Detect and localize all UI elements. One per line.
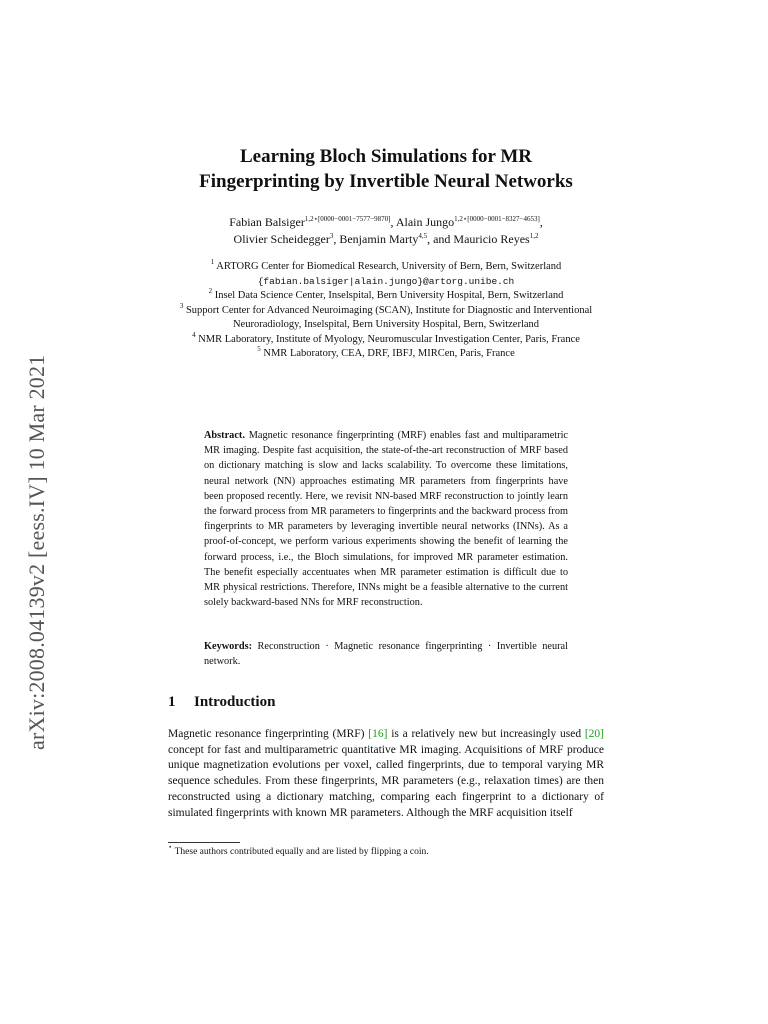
- title-line-1: Learning Bloch Simulations for MR: [239, 146, 533, 167]
- citation-link[interactable]: [20]: [584, 728, 604, 740]
- author-superscript: 4,5: [418, 232, 428, 240]
- paper-title: [168, 144, 604, 194]
- author-conjunction: and: [433, 232, 451, 246]
- affiliation-number: 2: [208, 287, 213, 295]
- affiliation: $^2$ Insel Data Science Center, Inselspital, Bern University Hospital, Bern, Switzerland: [208, 287, 564, 301]
- keywords-label: Keywords:: [204, 641, 253, 652]
- author-line-1: Fabian Balsiger$^{1,2⋆[0000-0001-7577-9870]}$, Alain Jungo$^{1,2⋆[0000-0001-8327-4653]}$,: [229, 215, 543, 229]
- affiliation-number: 1: [210, 258, 215, 266]
- section-number: 1: [168, 694, 176, 710]
- affiliation: $^1$ ARTORG Center for Biomedical Research, University of Bern, Bern, Switzerland: [210, 258, 562, 272]
- affiliation: $^5$ NMR Laboratory, CEA, DRF, IBFJ, MIRCen, Paris, France: [257, 345, 515, 359]
- author-superscript: 3: [329, 232, 334, 240]
- title-line-2: Fingerprinting by Invertible Neural Networks: [199, 171, 573, 192]
- abstract-text: Magnetic resonance fingerprinting (MRF) enables fast and multiparametric MR imaging. Despite fast acquisition, the state-of-the-art reconstruction of MRF based on dictionary matching is slow and lacks scalability. To overcome these limitations, neural network (NN) approaches estimating MR parameters from fingerprints have been proposed recently. Here, we revisit NN-based MRF reconstruction to jointly learn the forward process from MR parameters to fingerprints and the backward process from fingerprints to MR parameters by leveraging invertible neural networks (INNs). As a proof-of-concept, we perform various experiments showing the benefit of learning the forward process, i.e., the Bloch simulations, for improved MR parameter estimation. The benefit especially accentuates when MR parameter estimation is difficult due to MR physical restrictions. Therefore, INNs might be a feasible alternative to the current solely backward-based NNs for MRF reconstruction.: [204, 430, 568, 609]
- arxiv-stamp: [20, 270, 54, 750]
- affiliation: $^4$ NMR Laboratory, Institute of Myology, Neuromuscular Investigation Center, Paris, France: [192, 330, 580, 345]
- abstract-label: Abstract.: [204, 430, 245, 441]
- affiliation-list: [168, 260, 604, 362]
- section-heading: [168, 692, 604, 712]
- footnote-mark: ⋆: [168, 843, 173, 851]
- author-superscript: 1,2⋆[0000−0001−7577−9870]: [304, 215, 391, 223]
- author-name: Mauricio Reyes: [453, 232, 530, 246]
- citation-link[interactable]: [16]: [368, 728, 388, 740]
- footnote: [168, 843, 604, 859]
- introduction-paragraph: Magnetic resonance fingerprinting (MRF) [16] is a relatively new but increasingly used [20] concept for fast and multiparametric quantitative MR imaging. Acquisitions of MRF produce unique magnetization evolutions per voxel, called fingerprints, due to temporal varying MR sequence schedules. From these fingerprints, MR parameters (e.g., relaxation times) are then reconstructed using a dictionary matching, comparing each fingerprint to a dictionary of simulated fingerprints with known MR parameters. Although the MRF acquisition itself: [168, 728, 604, 819]
- keywords: [204, 639, 568, 669]
- author-name: Alain Jungo: [395, 215, 455, 229]
- author-line-2: Olivier Scheidegger$^3$, Benjamin Marty$^{4,5}$, and Mauricio Reyes$^{1,2}$: [233, 232, 539, 246]
- author-superscript: 1,2⋆[0000−0001−8327−4653]: [454, 215, 540, 223]
- author-superscript: 1,2: [529, 232, 539, 240]
- author-list: [168, 214, 604, 248]
- author-name: Olivier Scheidegger: [233, 232, 330, 246]
- footnote-text: These authors contributed equally and are listed by flipping a coin.: [174, 847, 429, 857]
- section-title: Introduction: [194, 694, 276, 710]
- affiliation-number: 5: [257, 345, 261, 353]
- author-name: Benjamin Marty: [339, 232, 419, 246]
- keywords-text: Reconstruction · Magnetic resonance fingerprinting · Invertible neural network.: [204, 641, 568, 668]
- author-emails[interactable]: {fabian.balsiger|alain.jungo}@artorg.unibe.ch: [257, 275, 515, 287]
- arxiv-identifier: arXiv:2008.04139v2 [eess.IV] 10 Mar 2021: [24, 354, 49, 750]
- author-name: Fabian Balsiger: [229, 215, 305, 229]
- affiliation: $^3$ Support Center for Advanced Neuroimaging (SCAN), Institute for Diagnostic and Interventional Neuroradiology, Inselspital, Bern University Hospital, Bern, Switzerland: [179, 301, 593, 330]
- affiliation-number: 3: [179, 301, 184, 310]
- affiliation-number: 4: [192, 330, 196, 339]
- footnote-divider: [168, 842, 240, 843]
- abstract: [204, 428, 568, 610]
